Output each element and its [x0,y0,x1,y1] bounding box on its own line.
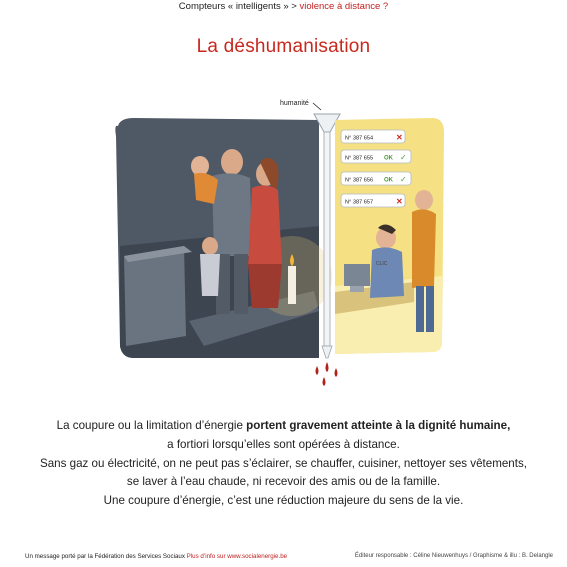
breadcrumb-part-1[interactable]: Compteurs « intelligents » > [178,1,300,12]
illustration-svg [114,96,454,386]
footer-credits: Éditeur responsable : Céline Nieuwenhuys / Graphisme & illu : B. Delangle [354,553,553,559]
footer-left [25,553,287,560]
father-leg-right [234,254,248,314]
blood-drop-4 [323,377,326,386]
blood-drop-3 [335,368,338,377]
body-line-1 [10,417,557,436]
meter-card-3-label: N° 387 656 [345,177,374,184]
blood-drop-2 [326,362,329,372]
footer-message: Un message porté par la Fédération des Services Sociaux [25,553,187,560]
check-icon: ✓ [400,175,407,184]
candle [288,266,296,304]
computer-screen [344,264,370,286]
operator-body [370,247,404,298]
mother-body [248,185,282,266]
tube-outlet [322,346,332,358]
illustration [114,96,454,386]
meter-card-2[interactable] [341,150,411,163]
child-body [200,254,220,296]
meter-card-1-label: N° 387 654 [345,135,374,142]
meter-card-3[interactable] [341,172,411,185]
meter-card-3-status: OK [384,177,393,184]
meter-card-4-label: N° 387 657 [345,199,374,206]
body-line-2: a fortiori lorsqu’elles sont opérées à distance. [167,437,400,451]
child-head [202,237,218,255]
body-line-4: se laver à l’eau chaude, ni recevoir des amis ou de la famille. [126,475,441,489]
check-icon: ✓ [400,153,407,162]
father-body [212,173,252,256]
cross-icon: ✕ [396,133,403,142]
body-text [10,417,557,511]
page-title: La déshumanisation [196,36,371,57]
body-line-1-text: La coupure ou la limitation d’énergie [56,419,247,432]
clic-label: CLIC [376,261,388,267]
blood-drop-1 [316,366,319,375]
breadcrumb-part-2[interactable]: violence à distance ? [299,1,389,12]
breadcrumb [0,1,567,13]
colleague-leg-right [426,286,434,332]
computer-stand [350,286,364,292]
cross-icon: ✕ [396,197,403,206]
funnel-label: humanité [280,100,309,107]
colleague-head [415,190,433,210]
body-line-1-emphasis: portent gravement atteinte à la dignité humaine, [246,419,511,432]
colleague-body [412,209,436,288]
footer-link[interactable]: Plus d’info sur www.socialenergie.be [186,553,288,560]
colleague-leg-left [416,286,424,332]
body-line-3: Sans gaz ou électricité, on ne peut pas s’éclairer, se chauffer, cuisiner, nettoyer ses vêtements, [40,456,527,470]
baby-body [194,173,218,204]
funnel-label-pointer [313,103,321,110]
father-head [221,149,243,175]
meter-card-1[interactable] [341,130,405,143]
mother-skirt [248,264,282,308]
body-line-5: Une coupure d’énergie, c’est une réduction majeure du sens de la vie. [103,494,464,508]
tube [324,132,330,346]
meter-card-2-status: OK [384,155,393,162]
meter-card-4[interactable] [341,194,405,207]
meter-card-2-label: N° 387 655 [345,155,374,162]
